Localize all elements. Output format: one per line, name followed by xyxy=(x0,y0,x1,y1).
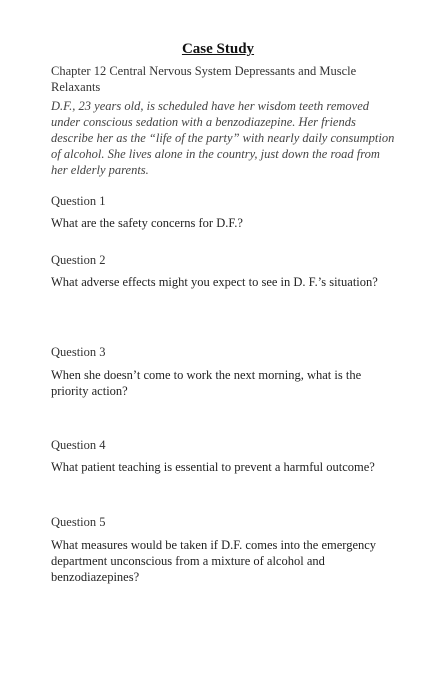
question-2-label: Question 2 xyxy=(51,253,106,267)
chapter-heading: Chapter 12 Central Nervous System Depressants and Muscle Relaxants xyxy=(51,64,357,94)
question-3-label: Question 3 xyxy=(51,345,106,359)
question-1-label: Question 1 xyxy=(51,194,106,208)
question-4-text: What patient teaching is essential to prevent a harmful outcome? xyxy=(51,460,375,474)
question-4-label: Question 4 xyxy=(51,438,106,452)
document-title: Case Study xyxy=(181,41,255,57)
question-5-text: What measures would be taken if D.F. comes into the emergency department unconscious from a mixture of alcohol and benzodiazepines? xyxy=(51,538,377,584)
question-5-label: Question 5 xyxy=(51,515,106,529)
question-2-text: What adverse effects might you expect to see in D. F.’s situation? xyxy=(51,275,378,289)
case-scenario: D.F., 23 years old, is scheduled have her wisdom teeth removed under conscious sedation with a benzodiazepine. Her friends describe her as the “life of the party” with nearly daily consumption of alcohol. She lives alone in the country, just down the road from her elderly parents. xyxy=(51,99,395,177)
question-3-text: When she doesn’t come to work the next morning, what is the priority action? xyxy=(51,368,362,398)
question-1-text: What are the safety concerns for D.F.? xyxy=(51,216,243,230)
